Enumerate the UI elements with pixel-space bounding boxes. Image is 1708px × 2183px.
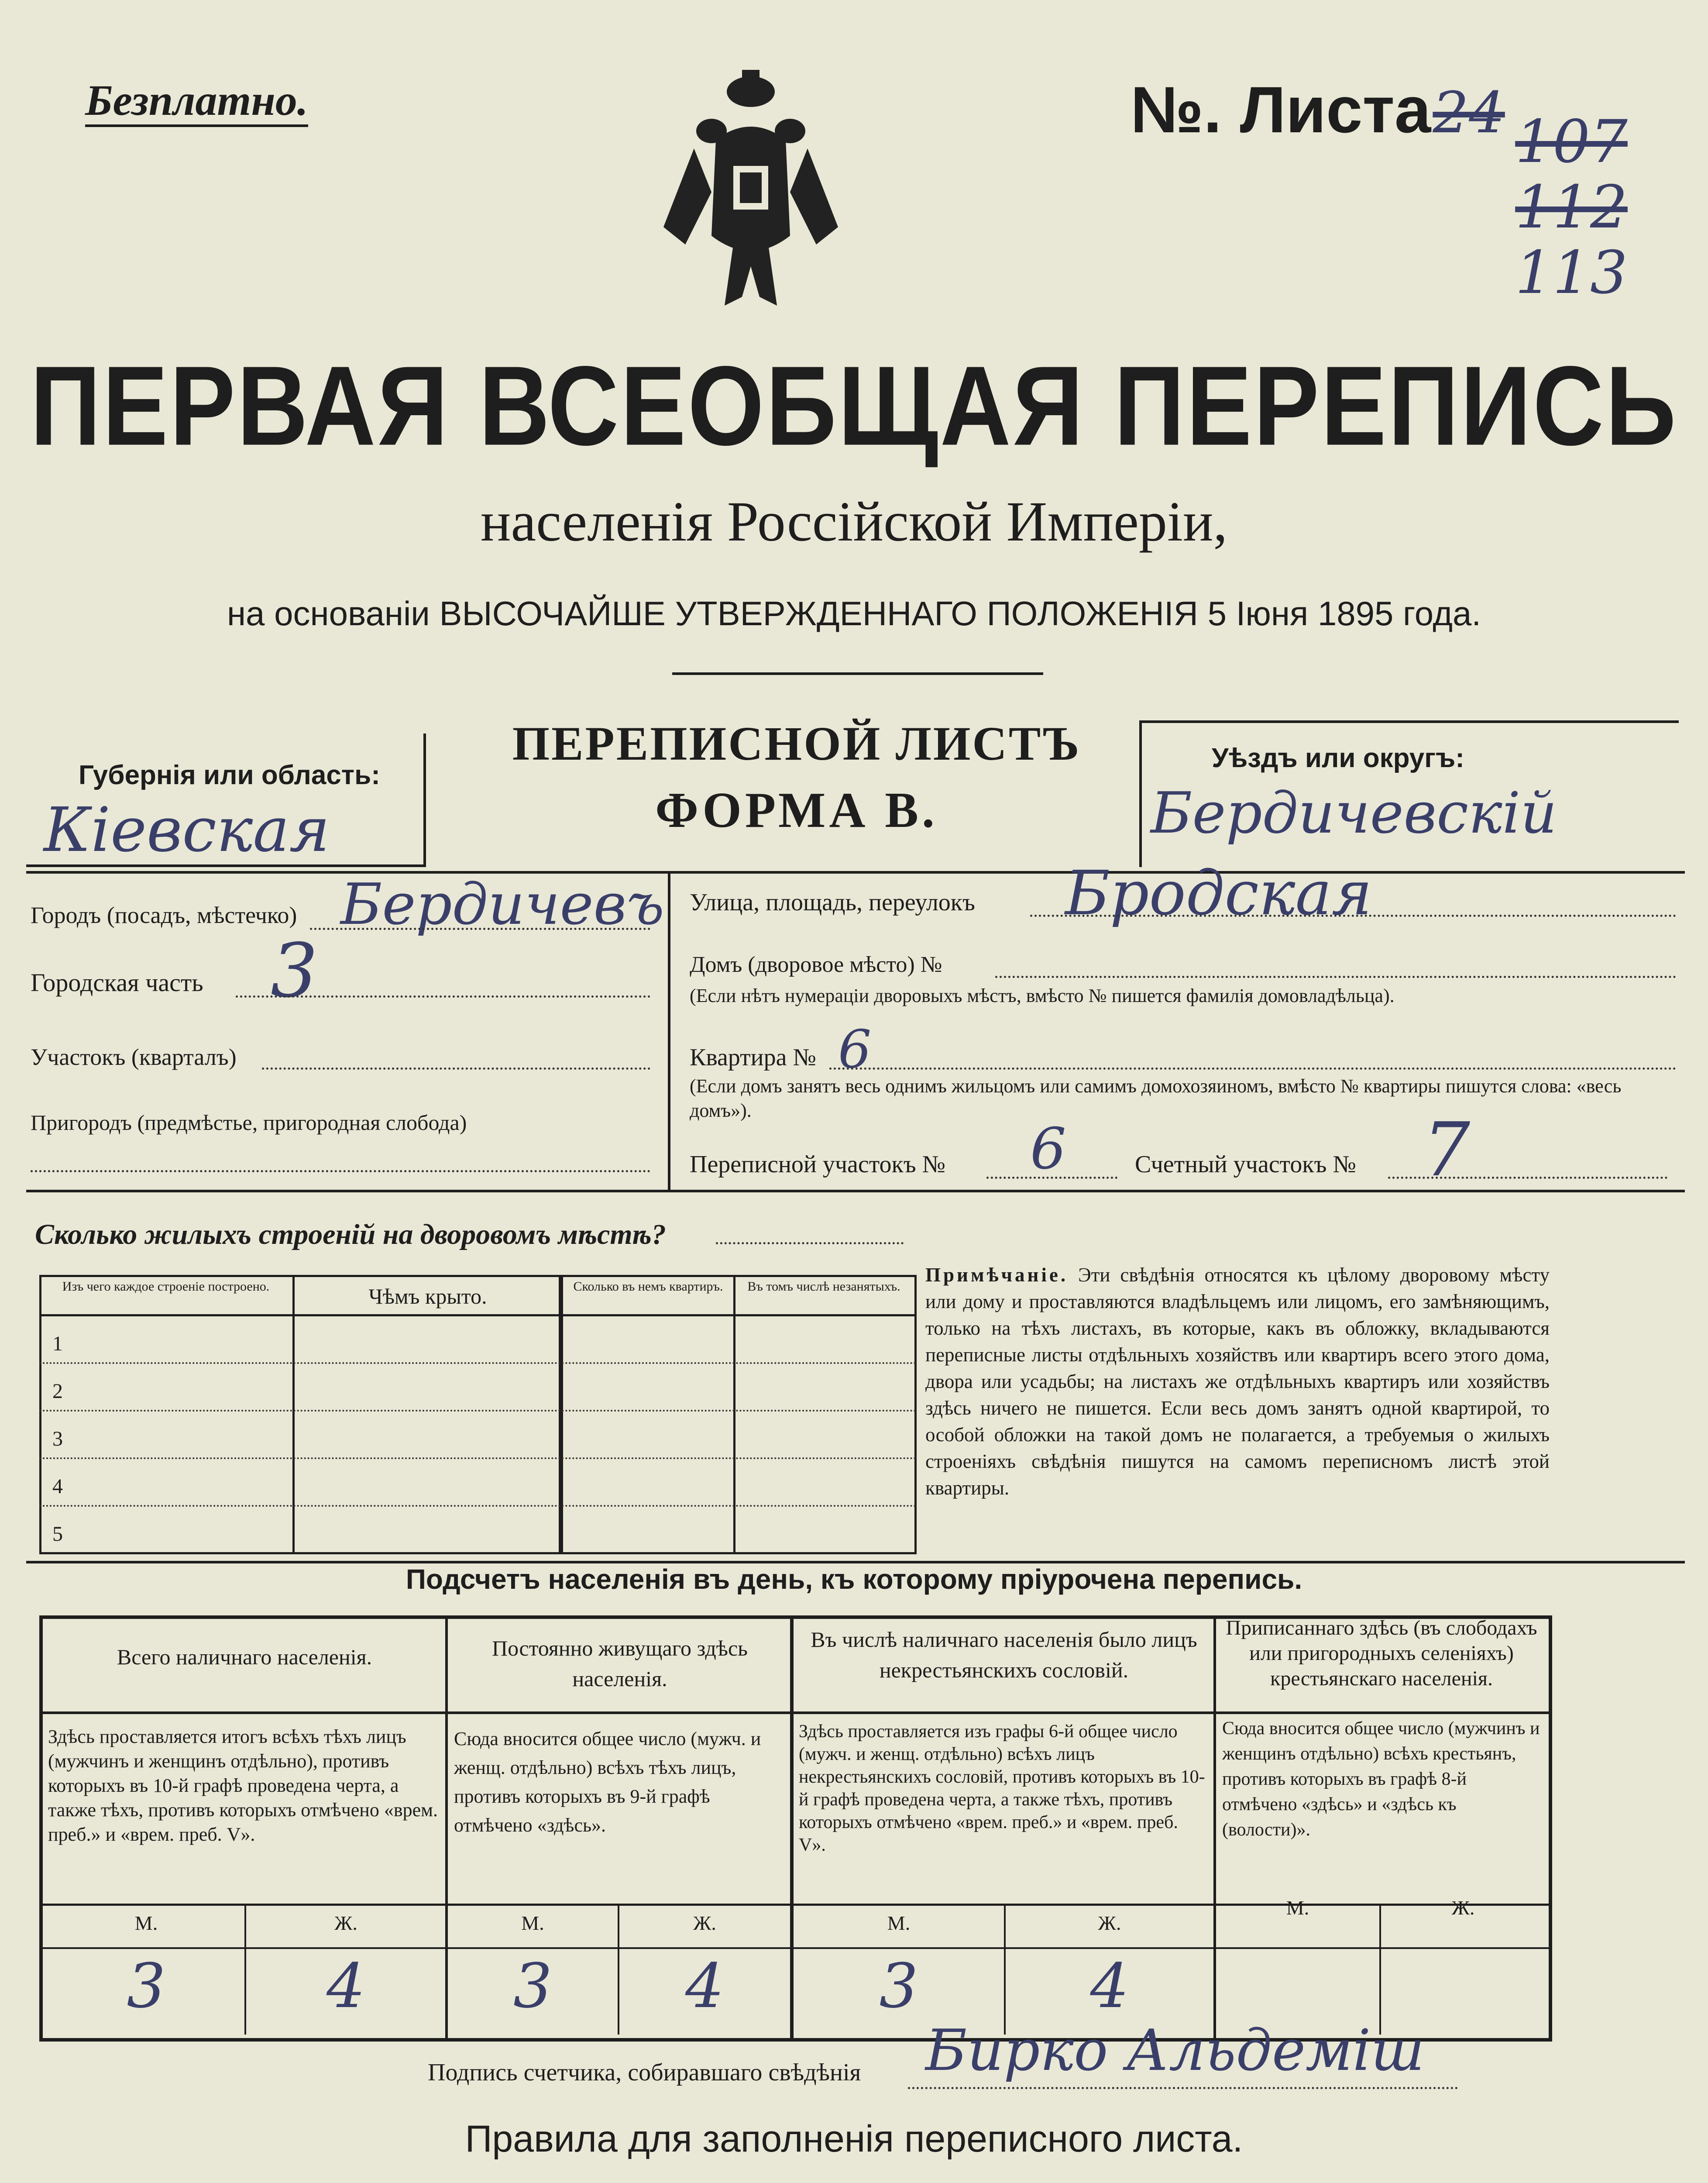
- buildings-note: [925, 1262, 1550, 1501]
- province-value: Кіевская: [44, 795, 330, 866]
- city-part-value: 3: [271, 928, 318, 1014]
- suburb-field-line: [31, 1170, 650, 1172]
- province-box: [26, 733, 426, 867]
- sheet-number-value: 24: [1433, 79, 1505, 146]
- female-label: Ж.: [1098, 1912, 1121, 1934]
- sheet-number-label: №. Листа: [1131, 73, 1431, 146]
- male-label: М.: [134, 1912, 158, 1934]
- census-title: ПЕРВАЯ ВСЕОБЩАЯ ПЕРЕПИСЬ: [30, 342, 1678, 469]
- count-section-field-line: [1388, 1177, 1667, 1179]
- female-label: Ж.: [334, 1912, 357, 1934]
- population-desc: Сюда вносится общее число (мужчинъ и женщинъ отдѣльно) всѣхъ крестьянъ, противъ которыхъ въ графѣ 8-й отмѣчено «здѣсь» и «здѣсь къ (волости)».: [1222, 1718, 1540, 1840]
- count-section-label: Счетный участокъ №: [1135, 1151, 1356, 1178]
- population-desc: Сюда вносится общее число (мужч. и женщ. отдѣльно) всѣхъ тѣхъ лицъ, противъ которыхъ въ 9-й графѣ отмѣчено «здѣсь».: [454, 1728, 761, 1836]
- district-value: Бердичевскій: [1151, 780, 1557, 846]
- double-headed-eagle-emblem: [659, 61, 842, 314]
- address-divider: [668, 871, 670, 1190]
- sheet-title: ПЕРЕПИСНОЙ ЛИСТЪ: [512, 717, 1081, 770]
- apartment-field-line: [829, 1067, 1676, 1070]
- city-field-line: [310, 928, 650, 930]
- address-right: [681, 858, 1685, 1193]
- apartment-note: (Если домъ занятъ весь однимъ жильцомъ или самимъ домохозяиномъ, вмѣсто № квартиры пишутся слова: «весь домъ»).: [690, 1075, 1622, 1121]
- precinct-field-line: [262, 1067, 650, 1070]
- apartment-value: 6: [838, 1019, 872, 1080]
- city-part-field-line: [236, 995, 650, 998]
- buildings-header: Сколько въ немъ квартиръ.: [573, 1279, 723, 1294]
- buildings-rows: [39, 1316, 917, 1553]
- suburb-label: Пригородъ (предмѣстье, пригородная слобода): [31, 1110, 467, 1135]
- signature-line: [908, 2087, 1458, 2089]
- street-field-line: [1030, 915, 1676, 917]
- female-value: 4: [685, 1951, 725, 2022]
- street-label: Улица, площадь, переулокъ: [690, 889, 975, 916]
- house-field-line: [995, 976, 1676, 978]
- population-header: Постоянно живущаго здѣсь населенія.: [492, 1636, 748, 1691]
- male-label: М.: [1286, 1897, 1309, 1919]
- buildings-question-line: [716, 1242, 904, 1244]
- count-section-value: 7: [1423, 1107, 1471, 1193]
- title-divider: [672, 672, 1043, 675]
- female-value: 4: [1090, 1951, 1129, 2022]
- population-header: Всего наличнаго населенія.: [117, 1645, 372, 1669]
- free-label: Безплатно.: [85, 76, 308, 127]
- buildings-row-number: 2: [52, 1380, 63, 1403]
- census-section-label: Переписной участокъ №: [690, 1151, 946, 1178]
- archive-number: 107: [1515, 107, 1628, 176]
- form-label: ФОРМА В.: [655, 782, 938, 838]
- city-part-label: Городская часть: [31, 968, 203, 997]
- signature-label: Подпись счетчика, собиравшаго свѣдѣнія: [428, 2059, 861, 2086]
- buildings-row: [39, 1364, 917, 1412]
- house-note: (Если нѣтъ нумераціи дворовыхъ мѣстъ, вмѣсто № пишется фамилія домовладѣльца).: [690, 985, 1395, 1006]
- buildings-header: Изъ чего каждое строеніе построено.: [62, 1279, 270, 1294]
- population-desc: Здѣсь проставляется итогъ всѣхъ тѣхъ лицъ (мужчинъ и женщинъ отдѣльно), противъ которыхъ въ 10-й графѣ проведена черта, а также тѣхъ, противъ которыхъ отмѣчено «врем. преб.» и «врем. преб. V».: [48, 1726, 438, 1845]
- buildings-header: Въ томъ числѣ незанятыхъ.: [747, 1279, 900, 1294]
- city-value: Бердичевъ: [340, 871, 664, 937]
- population-mf-rule: [1379, 1904, 1381, 2035]
- female-value: 4: [326, 1951, 366, 2022]
- sheet-number: [1131, 72, 1505, 148]
- population-header: Въ числѣ наличнаго населенія было лицъ некрестьянскихъ сословій.: [811, 1627, 1197, 1682]
- male-value: 3: [127, 1951, 166, 2022]
- district-box: [1139, 720, 1679, 867]
- male-value: 3: [879, 1951, 918, 2022]
- population-mf-rule: [244, 1904, 246, 2035]
- population-header: Приписаннаго здѣсь (въ слободахъ или пригородныхъ селеніяхъ) крестьянскаго населенія.: [1226, 1616, 1537, 1690]
- archive-number: 112: [1515, 173, 1628, 241]
- census-subtitle: населенія Россійской Имперіи,: [480, 490, 1228, 553]
- buildings-row-number: 4: [52, 1475, 63, 1498]
- census-section-value: 6: [1030, 1116, 1066, 1182]
- street-value: Бродская: [1065, 858, 1372, 929]
- apartment-label: Квартира №: [690, 1044, 816, 1071]
- population-col-rule: [1213, 1615, 1216, 2041]
- buildings-note-title: Примѣчаніе.: [925, 1264, 1069, 1286]
- rules-title: Правила для заполненія переписного листа.: [465, 2118, 1243, 2160]
- buildings-question: Сколько жилыхъ строеній на дворовомъ мѣстѣ?: [35, 1219, 666, 1250]
- population-header-rule: [43, 1711, 1549, 1714]
- enumerator-signature: Бирко Альдеміш: [925, 2017, 1425, 2083]
- city-label: Городъ (посадъ, мѣстечко): [31, 902, 297, 928]
- male-value: 3: [513, 1951, 553, 2022]
- buildings-row: [39, 1412, 917, 1459]
- buildings-note-text: Эти свѣдѣнія относятся къ цѣлому дворовому мѣсту или дому и проставляются владѣльцемъ или лицомъ, его замѣняющимъ, только на тѣхъ листахъ, въ которые, какъ въ обложку, вкладываются переписные листы отдѣльныхъ хозяйствъ или квартиръ всего этого дома, двора или усадьбы; на листахъ же отдѣльныхъ квартиръ или хозяйствъ здѣсь ничего не пишется. Если весь домъ занятъ одной квартирой, то особой обложки на такой домъ не полагается, а требуемыя о жилыхъ строеніяхъ свѣдѣнія пишутся на самомъ переписномъ листѣ этой квартиры.: [925, 1264, 1550, 1499]
- house-label: Домъ (дворовое мѣсто) №: [690, 952, 942, 977]
- district-label: Уѣздъ или округъ:: [1212, 743, 1464, 773]
- archive-numbers: [1502, 109, 1641, 306]
- buildings-row-number: 5: [52, 1522, 63, 1546]
- archive-number: 113: [1515, 238, 1628, 307]
- population-title: Подсчетъ населенія въ день, къ которому пріурочена перепись.: [406, 1563, 1302, 1595]
- population-col-rule: [790, 1615, 794, 2041]
- female-label: Ж.: [1451, 1897, 1475, 1919]
- buildings-row: [39, 1459, 917, 1507]
- female-label: Ж.: [693, 1912, 716, 1934]
- male-label: М.: [887, 1912, 911, 1934]
- province-label: Губернія или область:: [79, 760, 380, 790]
- buildings-row: [39, 1507, 917, 1553]
- buildings-row-number: 3: [52, 1427, 63, 1450]
- population-desc: Здѣсь проставляется изъ графы 6-й общее число (мужч. и женщ. отдѣльно) всѣхъ лицъ некрестьянскихъ сословій, противъ которыхъ въ 10-й графѣ проведена черта, а также тѣхъ, противъ которыхъ отмѣчено «врем. преб.» и «врем. преб. V».: [799, 1722, 1205, 1855]
- precinct-label: Участокъ (кварталъ): [31, 1044, 237, 1070]
- buildings-row: [39, 1316, 917, 1364]
- address-left: [26, 871, 668, 1190]
- census-section-field-line: [986, 1177, 1117, 1179]
- census-basis: на основаніи ВЫСОЧАЙШЕ УТВЕРЖДЕННАГО ПОЛОЖЕНІЯ 5 Іюня 1895 года.: [227, 594, 1481, 633]
- male-label: М.: [521, 1912, 544, 1934]
- buildings-header: Чѣмъ крыто.: [368, 1284, 487, 1308]
- buildings-row-number: 1: [52, 1332, 63, 1355]
